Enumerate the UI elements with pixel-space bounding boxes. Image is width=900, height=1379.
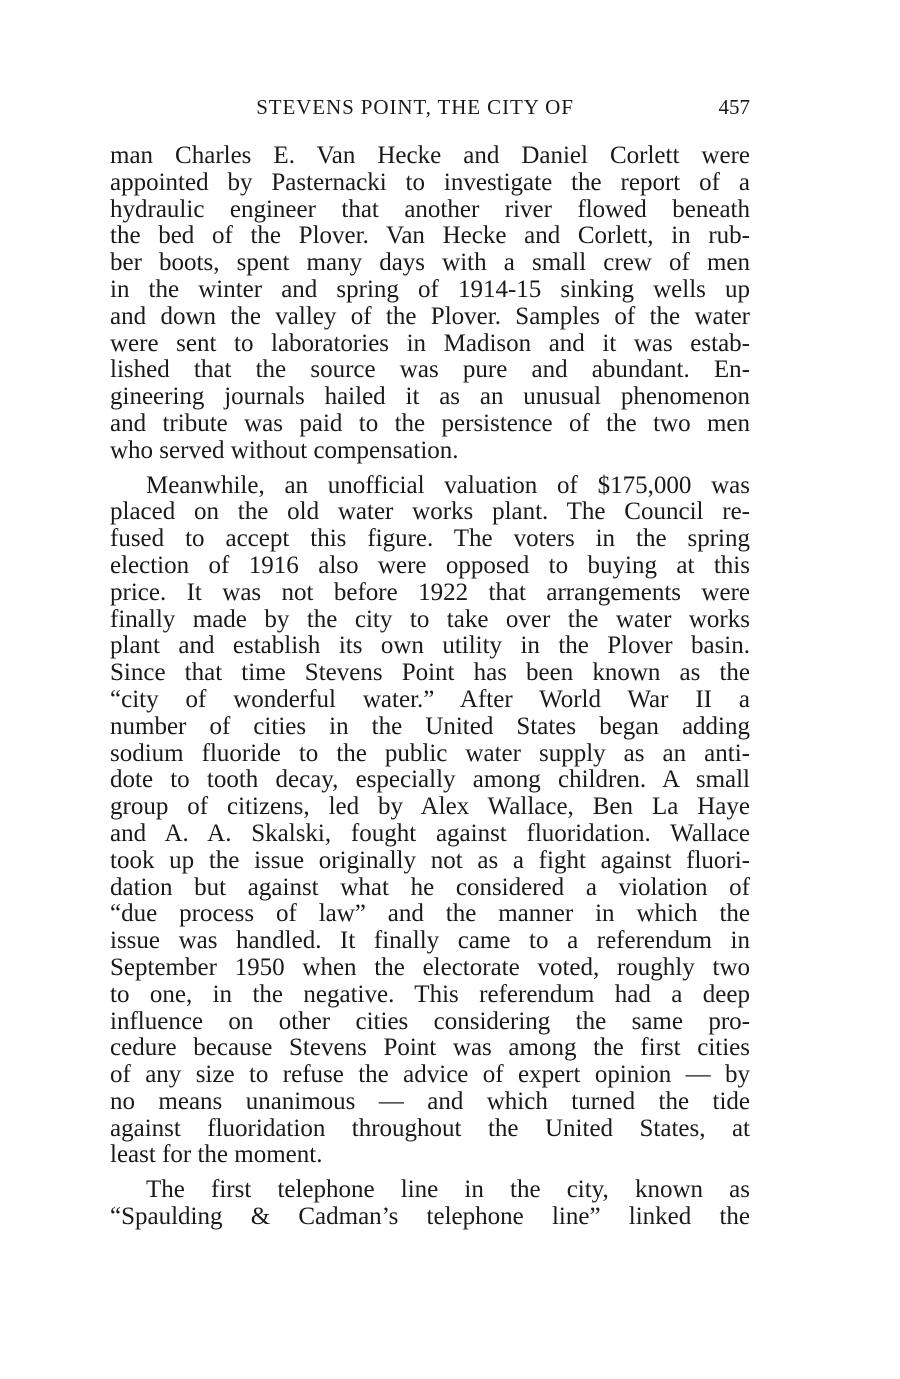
text-line: Meanwhile, an unofficial valuation of $175,000 was (146, 471, 750, 499)
text-line: to one, in the negative. This referendum had a deep (110, 980, 750, 1008)
text-line: September 1950 when the electorate voted, roughly two (110, 953, 750, 981)
text-line: lished that the source was pure and abundant. En- (110, 356, 750, 384)
text-line: issue was handled. It finally came to a referendum in (110, 927, 750, 955)
text-line: and tribute was paid to the persistence of the two men (110, 409, 750, 437)
text-line: appointed by Pasternacki to investigate the report of a (110, 168, 750, 196)
text-line: finally made by the city to take over the water works (110, 605, 750, 633)
running-head (110, 92, 750, 122)
text-line: dote to tooth decay, especially among children. A small (110, 766, 750, 794)
text-line: were sent to laboratories in Madison and it was estab- (110, 329, 750, 357)
text-line: who served without compensation. (110, 436, 459, 464)
text-line: The first telephone line in the city, known as (146, 1176, 750, 1204)
text-line: gineering journals hailed it as an unusual phenomenon (110, 383, 750, 411)
text-line: “due process of law” and the manner in which the (110, 900, 750, 928)
text-line: group of citizens, led by Alex Wallace, Ben La Haye (110, 793, 750, 821)
text-line: price. It was not before 1922 that arrangements were (110, 578, 750, 606)
text-line: the bed of the Plover. Van Hecke and Corlett, in rub- (110, 222, 750, 250)
text-line: influence on other cities considering the same pro- (110, 1007, 750, 1035)
running-title: STEVENS POINT, THE CITY OF (256, 95, 574, 119)
text-line: and down the valley of the Plover. Samples of the water (110, 302, 750, 330)
page-number: 457 (718, 95, 750, 119)
text-line: of any size to refuse the advice of expert opinion — by (110, 1061, 750, 1089)
text-line: ber boots, spent many days with a small crew of men (110, 249, 750, 277)
text-line: least for the moment. (110, 1141, 323, 1169)
text-line: “Spaulding & Cadman’s telephone line” linked the (110, 1203, 750, 1231)
text-line: Since that time Stevens Point has been known as the (110, 659, 750, 687)
text-line: no means unanimous — and which turned the tide (110, 1087, 750, 1115)
text-line: dation but against what he considered a violation of (110, 873, 750, 901)
body-text (110, 143, 750, 1231)
paragraph (110, 1177, 750, 1231)
text-line: hydraulic engineer that another river flowed beneath (110, 195, 750, 223)
text-line: took up the issue originally not as a fight against fluori- (110, 846, 750, 874)
text-line: sodium fluoride to the public water supply as an anti- (110, 739, 750, 767)
paragraph (110, 143, 750, 465)
text-line: in the winter and spring of 1914-15 sinking wells up (110, 275, 750, 303)
paragraph (110, 473, 750, 1170)
text-line: fused to accept this figure. The voters in the spring (110, 525, 750, 553)
text-line: placed on the old water works plant. The Council re- (110, 498, 750, 526)
text-line: and A. A. Skalski, fought against fluoridation. Wallace (110, 819, 750, 847)
text-line: plant and establish its own utility in the Plover basin. (110, 632, 750, 660)
text-line: election of 1916 also were opposed to buying at this (110, 551, 750, 579)
text-line: “city of wonderful water.” After World War II a (110, 685, 750, 713)
text-line: cedure because Stevens Point was among the first cities (110, 1034, 750, 1062)
text-line: man Charles E. Van Hecke and Daniel Corlett were (110, 142, 750, 169)
text-line: against fluoridation throughout the United States, at (110, 1114, 750, 1142)
text-line: number of cities in the United States began adding (110, 712, 750, 740)
